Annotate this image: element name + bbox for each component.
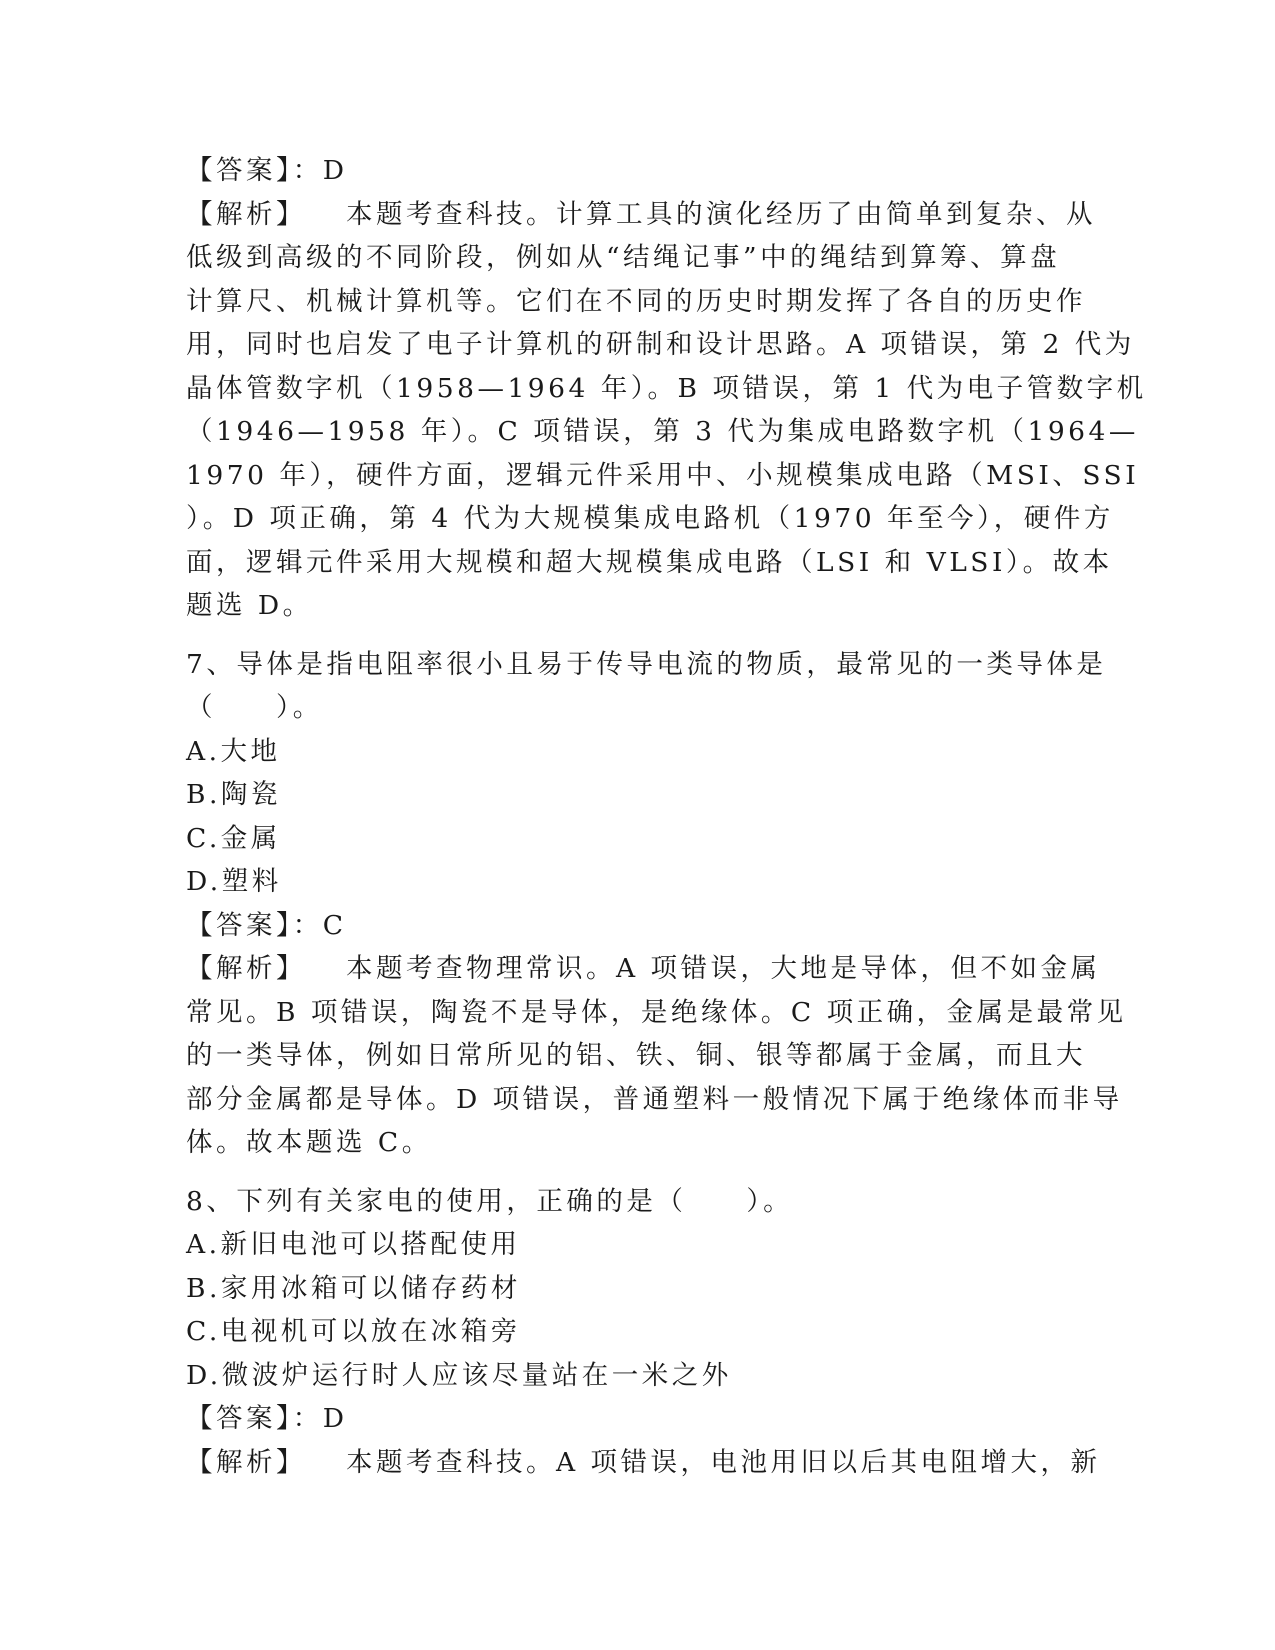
- q8-answer: 【答案】：D: [186, 1403, 348, 1434]
- q7-analysis-line: 的一类导体，例如日常所见的铝、铁、铜、银等都属于金属，而且大: [186, 1040, 1086, 1071]
- q6-analysis-label: 【解析】: [186, 198, 306, 230]
- document-page: [186, 149, 1147, 1484]
- q7-analysis-text: 本题考查物理常识。A 项错误，大地是导体，但不如金属: [346, 953, 1101, 984]
- q6-analysis-line: 晶体管数字机（1958—1964 年）。B 项错误，第 1 代为电子管数字机: [186, 372, 1147, 404]
- q6-analysis-line: 题选 D。: [186, 590, 313, 621]
- q7-option-b: B.陶瓷: [186, 779, 281, 810]
- q6-analysis-line: 计算尺、机械计算机等。它们在不同的历史时期发挥了各自的历史作: [186, 285, 1086, 317]
- q7-answer: 【答案】：C: [186, 909, 347, 941]
- q8-option-b: B.家用冰箱可以储存药材: [186, 1272, 521, 1304]
- q6-answer: 【答案】：D: [186, 155, 348, 186]
- q6-analysis-line: 1970 年），硬件方面，逻辑元件采用中、小规模集成电路（MSI、SSI: [186, 459, 1140, 491]
- q8-analysis-label: 【解析】: [186, 1446, 306, 1478]
- q7-analysis-line: 部分金属都是导体。D 项错误，普通塑料一般情况下属于绝缘体而非导: [186, 1083, 1123, 1115]
- q6-analysis-line: 面，逻辑元件采用大规模和超大规模集成电路（LSI 和 VLSI）。故本: [186, 546, 1113, 578]
- q6-analysis-first-line: [186, 193, 1096, 237]
- q8-analysis-text: 本题考查科技。A 项错误，电池用旧以后其电阻增大，新: [346, 1446, 1101, 1478]
- q8-option-d: D.微波炉运行时人应该尽量站在一米之外: [186, 1359, 732, 1391]
- q8-option-a: A.新旧电池可以搭配使用: [186, 1229, 521, 1260]
- q6-analysis-text: 本题考查科技。计算工具的演化经历了由简单到复杂、从: [346, 198, 1096, 230]
- q6-analysis-line: 低级到高级的不同阶段，例如从“结绳记事”中的绳结到算筹、算盘: [186, 242, 1061, 273]
- q8-option-c: C.电视机可以放在冰箱旁: [186, 1316, 521, 1347]
- q7-analysis-line: 常见。B 项错误，陶瓷不是导体，是绝缘体。C 项正确，金属是最常见: [186, 996, 1127, 1028]
- q6-analysis-line: （1946—1958 年）。C 项错误，第 3 代为集成电路数字机（1964—: [186, 416, 1139, 447]
- q7-option-a: A.大地: [186, 735, 281, 767]
- q7-option-c: C.金属: [186, 822, 281, 854]
- q8-stem: 8、下列有关家电的使用，正确的是（ ）。: [186, 1185, 794, 1217]
- q7-analysis-line: 体。故本题选 C。: [186, 1127, 432, 1158]
- q7-stem: （ ）。: [186, 692, 323, 723]
- q7-analysis-first-line: [186, 947, 1101, 991]
- q8-analysis-first-line: [186, 1441, 1101, 1485]
- q7-stem: 7、导体是指电阻率很小且易于传导电流的物质，最常见的一类导体是: [186, 648, 1107, 680]
- q7-analysis-label: 【解析】: [186, 953, 306, 984]
- q6-analysis-line: ）。D 项正确，第 4 代为大规模集成电路机（1970 年至今），硬件方: [186, 503, 1114, 534]
- q6-analysis-line: 用，同时也启发了电子计算机的研制和设计思路。A 项错误，第 2 代为: [186, 329, 1135, 360]
- q7-option-d: D.塑料: [186, 866, 282, 897]
